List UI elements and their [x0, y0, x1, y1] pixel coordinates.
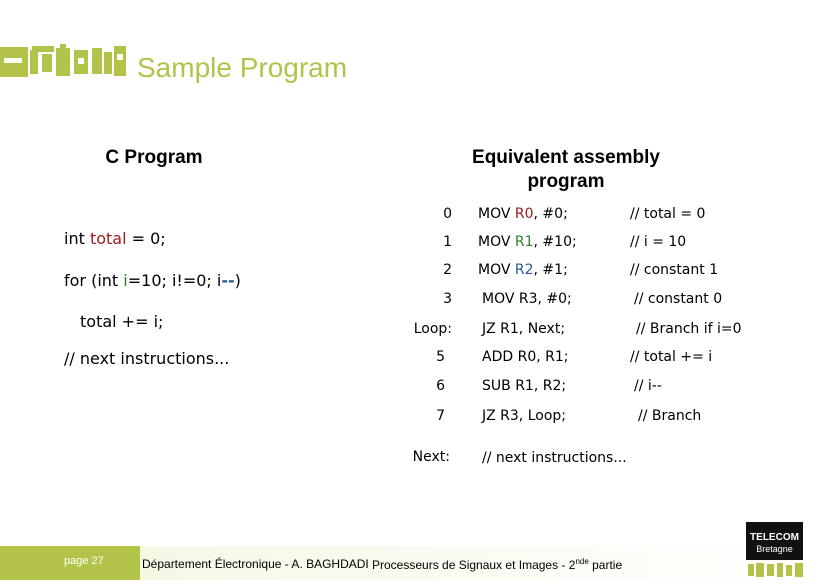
- asm-instruction: SUB R1, R2;: [482, 378, 567, 394]
- c-line-2-post: ): [234, 271, 241, 290]
- footer-course: [372, 557, 622, 572]
- slide-title: Sample Program: [137, 52, 348, 83]
- asm-label: Next:: [412, 449, 450, 465]
- footer-department: Département Électronique - A. BAGHDADI: [142, 557, 369, 571]
- c-line-3: total += i;: [80, 312, 164, 331]
- asm-label: 2: [443, 262, 452, 278]
- footer-course-text: Processeurs de Signaux et Images - 2: [372, 558, 576, 572]
- asm-heading: [446, 146, 686, 194]
- asm-instruction: MOV R3, #0;: [482, 291, 572, 307]
- asm-comment: // total = 0: [630, 206, 706, 222]
- brand-bar-stripe: [4, 58, 22, 63]
- c-program-heading: C Program: [105, 147, 203, 168]
- asm-instruction: ADD R0, R1;: [482, 349, 569, 365]
- asm-label: 7: [436, 408, 445, 424]
- c-line-1-var: total: [89, 229, 127, 248]
- asm-comment: // i--: [634, 378, 662, 394]
- asm-comment: // total += i: [630, 349, 713, 365]
- asm-comment: // Branch: [638, 408, 702, 424]
- asm-instr-pre: MOV: [478, 234, 515, 250]
- asm-label: 1: [443, 234, 452, 250]
- asm-heading-line1: Equivalent assembly: [472, 147, 660, 168]
- asm-instr-pre: MOV: [478, 206, 515, 222]
- asm-label: 6: [436, 378, 445, 394]
- footer-course-suffix: partie: [588, 558, 623, 572]
- logo-mark-icon: [748, 562, 804, 578]
- asm-instruction: // next instructions...: [482, 450, 627, 466]
- asm-reg: R0: [514, 206, 534, 222]
- logo-line2: Bretagne: [756, 544, 793, 554]
- asm-comment: // i = 10: [630, 234, 687, 250]
- c-line-2: [64, 271, 241, 290]
- asm-instruction: JZ R3, Loop;: [482, 408, 566, 424]
- c-line-2-mid: =10; i!=0; i: [127, 271, 222, 290]
- asm-label: 0: [443, 206, 452, 222]
- asm-reg: R1: [514, 234, 534, 250]
- footer-course-sup: nde: [575, 557, 589, 566]
- asm-instruction: JZ R1, Next;: [482, 321, 566, 337]
- asm-comment: // constant 1: [630, 262, 719, 278]
- asm-label: 3: [443, 291, 452, 307]
- asm-instr-post: , #10;: [533, 234, 577, 250]
- c-line-1: [64, 229, 166, 248]
- telecom-logo: [746, 522, 803, 560]
- asm-label: 5: [436, 349, 445, 365]
- asm-label: Loop:: [413, 321, 452, 337]
- asm-instr-post: , #0;: [533, 206, 568, 222]
- asm-instr-post: , #1;: [533, 262, 568, 278]
- c-line-1-pre: int: [64, 229, 90, 248]
- asm-reg: R2: [514, 262, 534, 278]
- asm-heading-line2: program: [527, 171, 605, 192]
- asm-comment: // constant 0: [634, 291, 723, 307]
- c-line-2-pre: for (int: [64, 271, 124, 290]
- asm-instruction: [478, 234, 577, 250]
- asm-instruction: [478, 206, 568, 222]
- logo-line1: TELECOM: [750, 532, 799, 543]
- asm-instruction: [478, 262, 568, 278]
- asm-comment: // Branch if i=0: [636, 321, 742, 337]
- c-line-1-post: = 0;: [126, 229, 166, 248]
- c-line-2-var: i: [123, 271, 128, 290]
- c-line-2-dec: --: [221, 271, 235, 290]
- asm-instr-pre: MOV: [478, 262, 515, 278]
- page-number: page 27: [64, 555, 104, 567]
- brand-mark-icon: [30, 44, 130, 80]
- c-line-4: // next instructions...: [64, 349, 230, 368]
